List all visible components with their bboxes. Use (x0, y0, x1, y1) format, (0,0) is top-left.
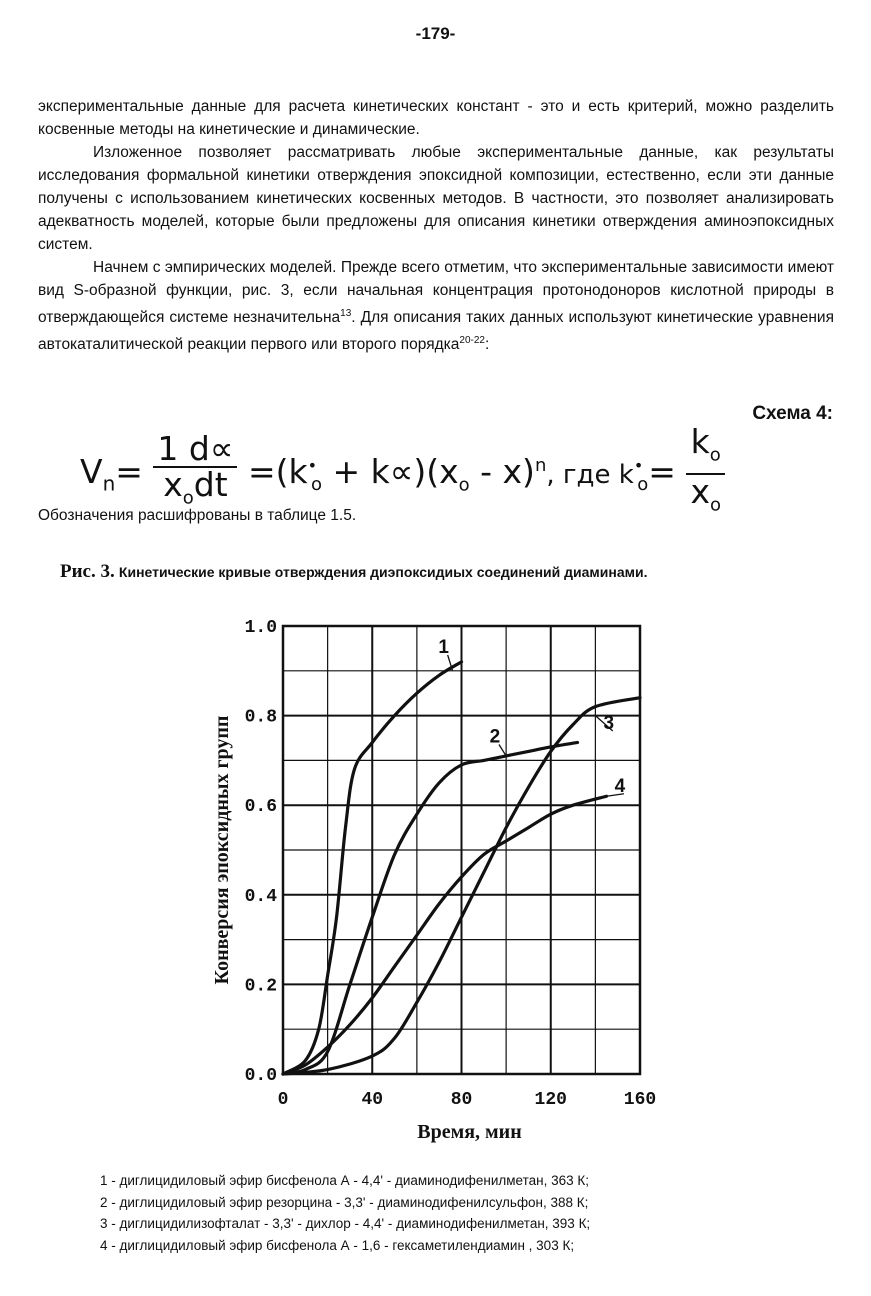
x-tick-label: 160 (623, 1090, 657, 1110)
x-tick-label: 40 (361, 1090, 384, 1110)
kinetic-curves-chart (0, 600, 871, 1150)
paragraph-3-part-b: . Для описания таких данных используют кинетические уравнения автокаталитической реакции первого или второго порядка (38, 309, 834, 354)
formula-k0-fraction (686, 422, 725, 522)
body-text (38, 95, 834, 356)
y-tick-label: 0.8 (244, 707, 277, 728)
y-tick-label: 0.6 (244, 797, 277, 818)
paragraph-3-part-c: : (484, 336, 490, 354)
paragraph-1: экспериментальные данные для расчета кинетических констант - это и есть критерий, можно разделить косвенные методы на кинетические и динамические. (38, 98, 834, 138)
figure-number: Рис. 3. (60, 561, 115, 582)
y-axis-label: Конверсия эпоксидных групп (211, 715, 233, 985)
figure-caption (60, 561, 647, 583)
legend-item-1: 1 - диглицидиловый эфир бисфенола А - 4,4' - диаминодифенилметан, 363 К; (100, 1173, 589, 1188)
y-tick-label: 0.2 (244, 976, 277, 997)
legend-item-3: 3 - диглицидилизофталат - 3,3' - дихлор - 4,4' - диаминодифенилметан, 393 К; (100, 1216, 591, 1231)
notation-text: Обозначения расшифрованы в таблице 1.5. (38, 507, 357, 524)
curve-4 (283, 796, 607, 1074)
figure-caption-text: Кинетические кривые отверждения диэпоксидиых соединений диаминами. (118, 564, 648, 580)
curve-label-2: 2 (489, 726, 501, 748)
paragraph-3-part-a: Начнем с эмпирических моделей. Прежде всего отметим, что экспериментальные зависимости имеют вид S-образной функции, рис. 3, если начальная концентрация протонодоноров кислотной природы в отверждающейся системе незначительна (38, 259, 834, 327)
paragraph-2: Изложенное позволяет рассматривать любые экспериментальные данные, как результаты исследования формальной кинетики отверждения эпоксидной композиции, естественно, если эти данные получены с использованием кинетических косвенных методов. В частности, это позволяет анализировать адекватность моделей, которые были предложены для описания кинетики отверждения аминоэпоксидных систем. (38, 144, 834, 253)
legend-item-2: 2 - диглицидиловый эфир резорцина - 3,3' - диаминодифенилсульфон, 388 К; (100, 1194, 589, 1210)
formula-fraction-numerator: 1 d∝ (153, 432, 237, 468)
legend-item-4: 4 - диглицидиловый эфир бисфенола А - 1,6 - гексаметилендиамин , 303 К; (100, 1237, 575, 1253)
curve-label-1: 1 (438, 636, 449, 658)
y-tick-label: 0.4 (244, 886, 277, 907)
curve-label-4: 4 (614, 775, 626, 797)
y-tick-label: 1.0 (244, 618, 277, 638)
curve-label-3: 3 (603, 713, 615, 735)
figure-legend (100, 1170, 590, 1256)
citation-13: 13 (340, 308, 352, 319)
formula-fraction (153, 428, 237, 516)
scheme-label: Схема 4: (752, 403, 833, 424)
paragraph-3 (38, 256, 834, 356)
formula-rhs: $=(k^•_o + k\propto)(x_o - x)^n$, где $k^•_o=$ (247, 451, 676, 496)
formula-lhs: $V_n=$ (80, 451, 143, 496)
x-tick-label: 0 (277, 1090, 289, 1110)
formula-k0-denominator: $x_o$ (690, 471, 721, 516)
x-tick-label: 80 (450, 1090, 473, 1110)
formula-k0-numerator: $k_o$ (686, 425, 725, 475)
x-tick-label: 120 (534, 1090, 567, 1110)
citation-20-22: 20-22 (459, 335, 485, 347)
rate-equation (80, 422, 840, 516)
y-tick-label: 0.0 (244, 1066, 277, 1086)
page-number: -179- (415, 24, 456, 43)
formula-fraction-denominator: $x_odt$ (163, 464, 228, 509)
x-axis-label: Время, мин (417, 1121, 522, 1143)
